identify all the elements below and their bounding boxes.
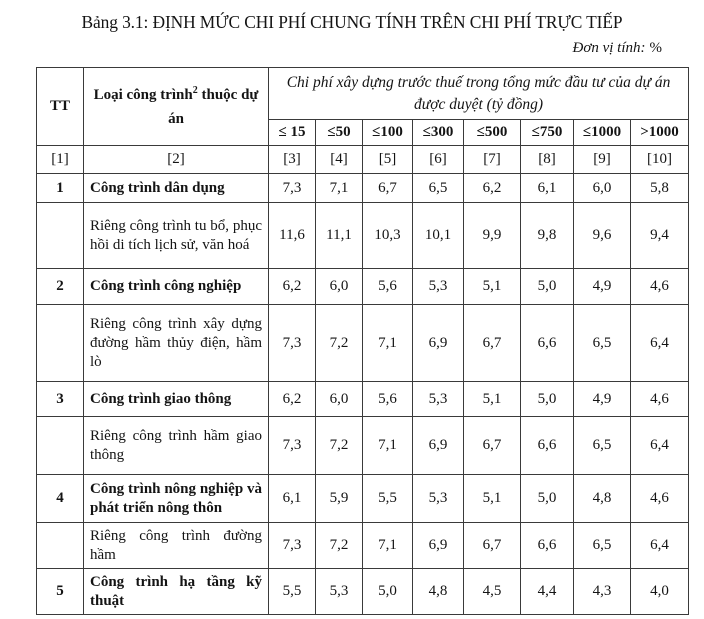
range-header: >1000 [631, 120, 689, 146]
rate-cell: 7,2 [316, 523, 363, 569]
unit-label [573, 40, 663, 57]
rate-cell: 7,3 [269, 523, 316, 569]
work-type-name: Công trình giao thông [84, 382, 269, 417]
header-type-label-rest: thuộc dự án [168, 86, 259, 127]
row-number: 2 [37, 269, 84, 305]
table-body [37, 174, 689, 615]
range-header: ≤1000 [574, 120, 631, 146]
rate-cell: 6,5 [574, 523, 631, 569]
rate-cell: 11,6 [269, 203, 316, 269]
row-number: 5 [37, 569, 84, 615]
rate-cell: 6,0 [316, 269, 363, 305]
rate-cell: 6,6 [521, 305, 574, 382]
rate-cell: 7,2 [316, 305, 363, 382]
range-header: ≤ 15 [269, 120, 316, 146]
rate-cell: 7,1 [363, 523, 413, 569]
range-header: ≤300 [413, 120, 464, 146]
sub-category-row [37, 523, 689, 569]
rate-cell: 6,4 [631, 523, 689, 569]
index-cell: [6] [413, 146, 464, 174]
rate-cell: 5,0 [363, 569, 413, 615]
work-type-name: Riêng công trình xây dựng đường hầm thủy điện, hầm lò [84, 305, 269, 382]
rate-cell: 5,3 [413, 475, 464, 523]
rate-cell: 5,0 [521, 475, 574, 523]
table-title: Bảng 3.1: ĐỊNH MỨC CHI PHÍ CHUNG TÍNH TRÊN CHI PHÍ TRỰC TIẾP [81, 12, 623, 32]
row-number [37, 305, 84, 382]
index-cell: [10] [631, 146, 689, 174]
rate-cell: 4,6 [631, 475, 689, 523]
rate-cell: 6,6 [521, 417, 574, 475]
index-cell: [9] [574, 146, 631, 174]
rate-cell: 7,1 [316, 174, 363, 203]
rate-cell: 4,0 [631, 569, 689, 615]
rate-cell: 4,4 [521, 569, 574, 615]
work-type-name: Riêng công trình tu bổ, phục hồi di tích lịch sử, văn hoá [84, 203, 269, 269]
index-cell: [2] [84, 146, 269, 174]
rate-cell: 6,0 [316, 382, 363, 417]
row-number: 4 [37, 475, 84, 523]
rate-cell: 5,6 [363, 382, 413, 417]
rate-cell: 6,4 [631, 417, 689, 475]
work-type-name: Riêng công trình đường hầm [84, 523, 269, 569]
rate-cell: 4,9 [574, 269, 631, 305]
rate-cell: 7,3 [269, 305, 316, 382]
rate-cell: 6,1 [269, 475, 316, 523]
work-type-name: Công trình dân dụng [84, 174, 269, 203]
rate-cell: 11,1 [316, 203, 363, 269]
footnote-ref: 2 [192, 84, 198, 96]
rate-cell: 5,1 [464, 475, 521, 523]
index-cell: [8] [521, 146, 574, 174]
rate-cell: 5,6 [363, 269, 413, 305]
index-row [37, 146, 689, 174]
row-number: 1 [37, 174, 84, 203]
rate-cell: 10,3 [363, 203, 413, 269]
rate-cell: 6,1 [521, 174, 574, 203]
header-tt: TT [37, 68, 84, 146]
rate-cell: 6,4 [631, 305, 689, 382]
rate-cell: 7,2 [316, 417, 363, 475]
rate-cell: 5,3 [316, 569, 363, 615]
row-number [37, 523, 84, 569]
category-row [37, 475, 689, 523]
work-type-name: Công trình nông nghiệp và phát triển nông thôn [84, 475, 269, 523]
rate-cell: 4,3 [574, 569, 631, 615]
rate-cell: 5,3 [413, 269, 464, 305]
rate-cell: 10,1 [413, 203, 464, 269]
cost-norm-table [36, 67, 689, 615]
unit-value: % [649, 40, 662, 56]
category-row [37, 569, 689, 615]
row-number: 3 [37, 382, 84, 417]
rate-cell: 9,4 [631, 203, 689, 269]
index-cell: [3] [269, 146, 316, 174]
range-header: ≤50 [316, 120, 363, 146]
index-cell: [7] [464, 146, 521, 174]
rate-cell: 5,5 [269, 569, 316, 615]
rate-cell: 5,3 [413, 382, 464, 417]
rate-cell: 9,9 [464, 203, 521, 269]
category-row [37, 269, 689, 305]
index-cell: [4] [316, 146, 363, 174]
rate-cell: 4,6 [631, 269, 689, 305]
rate-cell: 6,9 [413, 305, 464, 382]
rate-cell: 6,2 [269, 269, 316, 305]
rate-cell: 5,0 [521, 269, 574, 305]
rate-cell: 6,5 [574, 305, 631, 382]
rate-cell: 6,7 [464, 523, 521, 569]
rate-cell: 6,9 [413, 523, 464, 569]
rate-cell: 6,7 [464, 305, 521, 382]
rate-cell: 5,1 [464, 382, 521, 417]
rate-cell: 4,9 [574, 382, 631, 417]
rate-cell: 6,5 [574, 417, 631, 475]
rate-cell: 6,9 [413, 417, 464, 475]
category-row [37, 174, 689, 203]
range-header: ≤500 [464, 120, 521, 146]
rate-cell: 6,7 [464, 417, 521, 475]
header-type [84, 68, 269, 146]
rate-cell: 4,8 [574, 475, 631, 523]
index-cell: [5] [363, 146, 413, 174]
rate-cell: 6,6 [521, 523, 574, 569]
sub-category-row [37, 417, 689, 475]
sub-category-row [37, 203, 689, 269]
rate-cell: 5,9 [316, 475, 363, 523]
work-type-name: Riêng công trình hầm giao thông [84, 417, 269, 475]
rate-cell: 5,5 [363, 475, 413, 523]
rate-cell: 6,2 [464, 174, 521, 203]
row-number [37, 417, 84, 475]
rate-cell: 7,3 [269, 417, 316, 475]
work-type-name: Công trình công nghiệp [84, 269, 269, 305]
header-cost-group: Chi phí xây dựng trước thuế trong tổng mức đầu tư của dự án được duyệt (tỷ đồng) [269, 68, 689, 120]
category-row [37, 382, 689, 417]
rate-cell: 9,8 [521, 203, 574, 269]
rate-cell: 5,8 [631, 174, 689, 203]
rate-cell: 6,0 [574, 174, 631, 203]
range-header: ≤750 [521, 120, 574, 146]
rate-cell: 6,5 [413, 174, 464, 203]
range-header: ≤100 [363, 120, 413, 146]
work-type-name: Công trình hạ tầng kỹ thuật [84, 569, 269, 615]
rate-cell: 7,1 [363, 417, 413, 475]
rate-cell: 6,2 [269, 382, 316, 417]
rate-cell: 5,1 [464, 269, 521, 305]
rate-cell: 4,8 [413, 569, 464, 615]
rate-cell: 5,0 [521, 382, 574, 417]
rate-cell: 6,7 [363, 174, 413, 203]
rate-cell: 4,5 [464, 569, 521, 615]
header-type-label: Loại công trình [93, 86, 193, 103]
unit-label-text: Đơn vị tính: [572, 40, 646, 56]
row-number [37, 203, 84, 269]
rate-cell: 4,6 [631, 382, 689, 417]
rate-cell: 9,6 [574, 203, 631, 269]
rate-cell: 7,1 [363, 305, 413, 382]
index-cell: [1] [37, 146, 84, 174]
sub-category-row [37, 305, 689, 382]
rate-cell: 7,3 [269, 174, 316, 203]
